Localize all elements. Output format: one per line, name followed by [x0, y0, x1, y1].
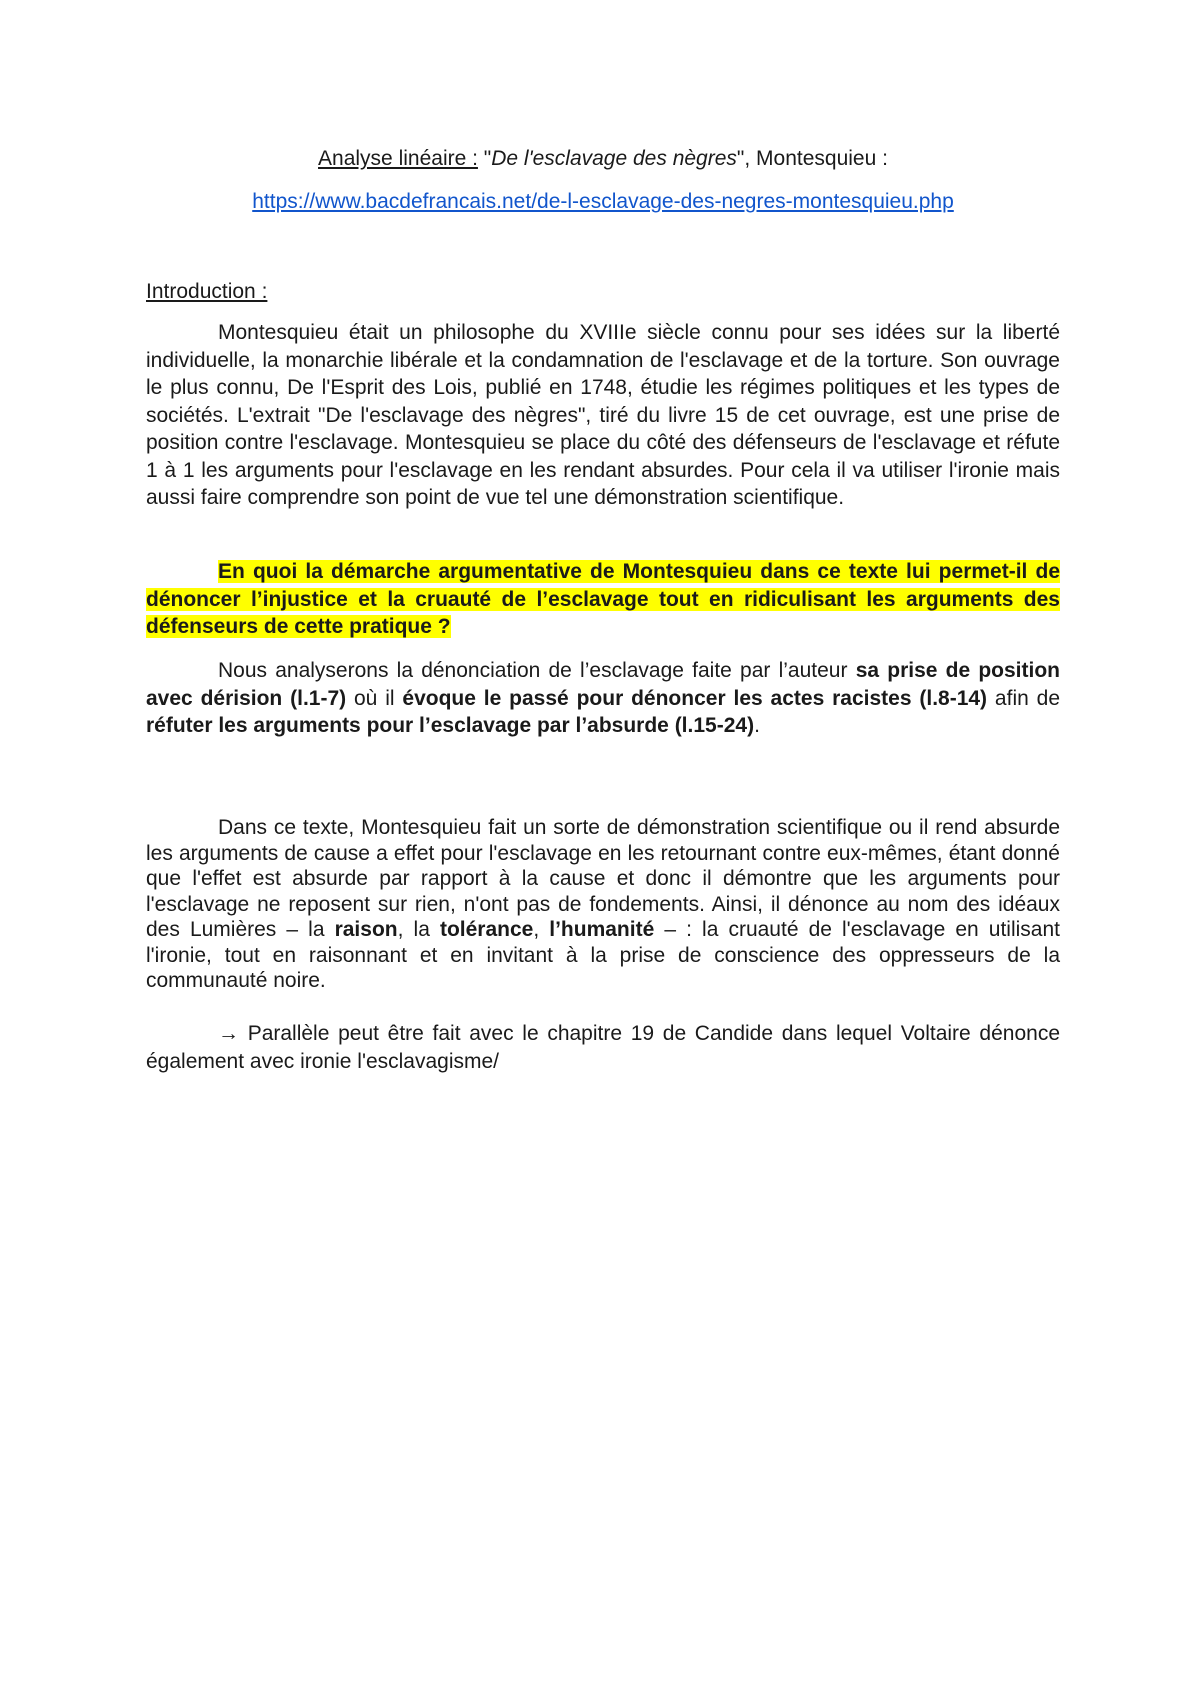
parallel-paragraph [146, 1020, 1060, 1075]
document-title [146, 145, 1060, 173]
plan-part-3: réfuter les arguments pour l’esclavage par l’absurde (l.15-24) [146, 714, 755, 737]
title-prefix: Analyse linéaire : [318, 147, 478, 170]
parallel-text: Parallèle peut être fait avec le chapitre 19 de Candide dans lequel Voltaire dénonce également avec ironie l'esclavagisme/ [146, 1022, 1060, 1073]
arrow-icon: → [218, 1022, 239, 1045]
title-rest: ", Montesquieu : [736, 147, 888, 170]
development-sep-1: , la [397, 918, 440, 941]
introduction-label: Introduction : [146, 280, 268, 303]
plan-text-3: afin de [987, 686, 1061, 710]
plan-text-1: Nous analyserons la dénonciation de l’esclavage faite par l’auteur [218, 659, 856, 682]
problematique-paragraph [146, 558, 1060, 641]
development-text-1: Dans ce texte, Montesquieu fait un sorte de démonstration scientifique ou il rend absurde les arguments de cause a effet pour l'esclavage en les retournant contre eux-mêmes, étant donné que l'effet est absurde par rapport à la cause et donc il démontre que les arguments pour l'esclavage ne reposent sur rien, n'ont pas de fondements. Ainsi, il dénonce au nom des idéaux des Lumières – la [146, 816, 1060, 941]
development-bold-raison: raison [334, 918, 398, 941]
plan-text-2: où il [346, 686, 403, 710]
source-link[interactable]: https://www.bacdefrancais.net/de-l-esclavage-des-negres-montesquieu.php [252, 190, 954, 213]
problematique-highlight: En quoi la démarche argumentative de Montesquieu dans ce texte lui permet-il de dénoncer l’injustice et la cruauté de l’esclavage tout en ridiculisant les arguments des défenseurs de cette pratique ? [146, 560, 1060, 638]
introduction-heading [146, 278, 1060, 306]
title-work: De l'esclavage des nègres [491, 147, 737, 170]
plan-part-1: sa prise de position avec dérision (l.1-7) [146, 659, 1060, 710]
development-text-2: – : la cruauté de l'esclavage en utilisant l'ironie, tout en raisonnant et en invitant à la prise de conscience des oppresseurs de la communauté noire. [146, 918, 1060, 992]
title-quote-open: " [477, 147, 492, 170]
source-link-line [146, 188, 1060, 216]
plan-text-4: . [754, 714, 760, 737]
plan-part-2: évoque le passé pour dénoncer les actes racistes (l.8-14) [402, 686, 988, 710]
development-bold-humanite: l’humanité [549, 918, 655, 941]
development-bold-tolerance: tolérance [439, 918, 534, 941]
plan-paragraph [146, 657, 1060, 740]
development-paragraph [146, 815, 1060, 994]
introduction-paragraph: Montesquieu était un philosophe du XVIIIe siècle connu pour ses idées sur la liberté individuelle, la monarchie libérale et la condamnation de l'esclavage et de la torture. Son ouvrage le plus connu, De l'Esprit des Lois, publié en 1748, étudie les régimes politiques et les types de sociétés. L'extrait "De l'esclavage des nègres", tiré du livre 15 de cet ouvrage, est une prise de position contre l'esclavage. Montesquieu se place du côté des défenseurs de l'esclavage et réfute 1 à 1 les arguments pour l'esclavage en les rendant absurdes. Pour cela il va utiliser l'ironie mais aussi faire comprendre son point de vue tel une démonstration scientifique. [146, 321, 1060, 509]
development-sep-2: , [533, 918, 550, 941]
